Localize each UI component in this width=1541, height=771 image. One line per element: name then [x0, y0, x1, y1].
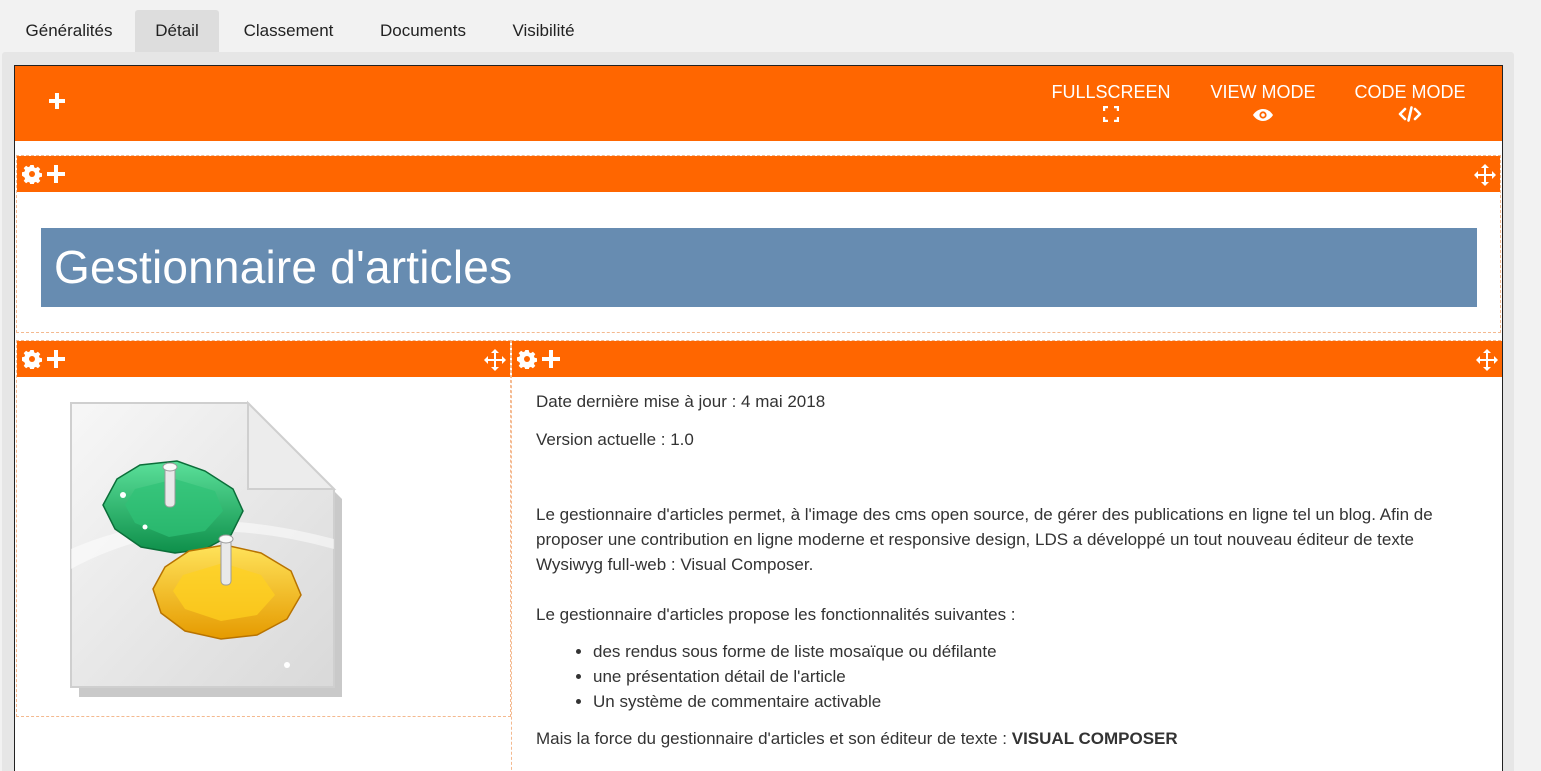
page-title-block[interactable]: [41, 228, 1477, 307]
closing-highlight: VISUAL COMPOSER: [1011, 729, 1178, 748]
features-intro: Le gestionnaire d'articles propose les fonctionnalités suivantes :: [536, 605, 1016, 624]
tab-classement[interactable]: Classement: [221, 10, 356, 52]
move-icon[interactable]: [1476, 349, 1498, 376]
expand-icon: [1048, 106, 1174, 127]
editor-row-title: [16, 155, 1501, 333]
closing-paragraph: [536, 726, 1476, 751]
editor-column-right: [511, 340, 1501, 771]
editor-column-left: [16, 340, 511, 717]
add-column-icon[interactable]: [46, 164, 66, 189]
article-manager-image[interactable]: [65, 399, 355, 704]
tab-bar: [5, 10, 599, 52]
features-list: [536, 639, 1476, 714]
code-mode-button[interactable]: [1351, 82, 1469, 127]
gear-icon[interactable]: [517, 349, 537, 374]
intro-paragraph: Le gestionnaire d'articles permet, à l'image des cms open source, de gérer des publications en ligne tel un blog. Afin de proposer une contribution en ligne moderne et responsive design, LDS a développé un tout nouveau éditeur de texte Wysiwyg full-web : Visual Composer.: [536, 505, 1433, 574]
add-element-icon[interactable]: [46, 349, 66, 374]
list-item: • une présentation détail de l'article: [593, 664, 1476, 689]
closing-text: Mais la force du gestionnaire d'articles et son éditeur de texte :: [536, 729, 1012, 748]
code-mode-label: CODE MODE: [1354, 82, 1466, 102]
move-icon[interactable]: [484, 349, 506, 376]
last-update-date: Date dernière mise à jour : 4 mai 2018: [536, 392, 826, 411]
add-row-icon[interactable]: [48, 92, 66, 115]
move-icon[interactable]: [1474, 164, 1496, 191]
add-element-icon[interactable]: [541, 349, 561, 374]
view-mode-label: VIEW MODE: [1210, 82, 1316, 102]
article-text-block[interactable]: [536, 389, 1476, 751]
column-toolbar: [512, 341, 1502, 377]
gear-icon[interactable]: [22, 164, 42, 189]
list-item: • Un système de commentaire activable: [593, 689, 1476, 714]
visual-composer-editor: [14, 65, 1503, 771]
tab-detail[interactable]: Détail: [135, 10, 219, 52]
column-toolbar: [17, 341, 510, 377]
current-version: Version actuelle : 1.0: [536, 430, 694, 449]
tab-documents[interactable]: Documents: [358, 10, 488, 52]
page-title: Gestionnaire d'articles: [54, 241, 513, 293]
fullscreen-label: FULLSCREEN: [1051, 82, 1171, 102]
row-toolbar: [17, 156, 1500, 192]
tab-visibilite[interactable]: Visibilité: [490, 10, 597, 52]
list-item: • des rendus sous forme de liste mosaïque ou défilante: [593, 639, 1476, 664]
code-icon: [1351, 106, 1469, 127]
fullscreen-button[interactable]: [1048, 82, 1174, 127]
eye-icon: [1207, 106, 1319, 127]
tab-generalites[interactable]: Généralités: [5, 10, 133, 52]
gear-icon[interactable]: [22, 349, 42, 374]
view-mode-button[interactable]: [1207, 82, 1319, 127]
editor-toolbar: [15, 66, 1502, 141]
